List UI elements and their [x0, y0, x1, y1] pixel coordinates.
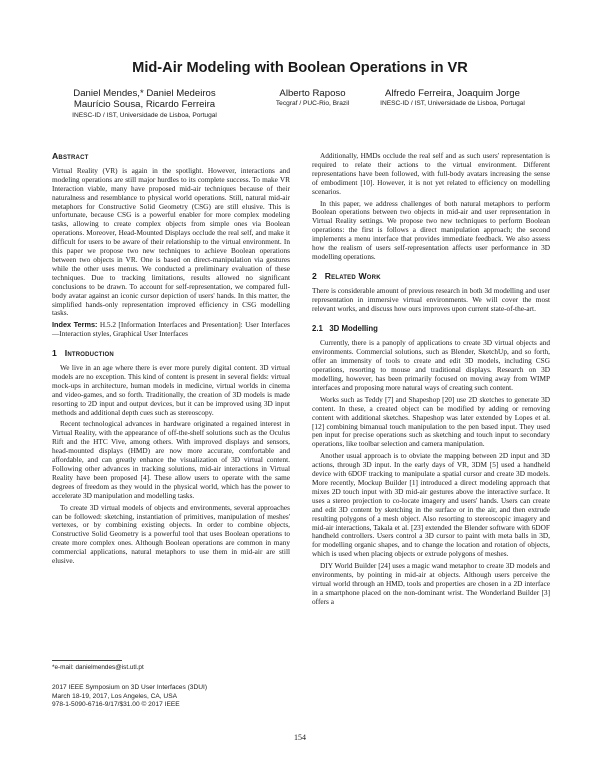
author-block-2	[250, 88, 375, 108]
footnote-rule	[52, 660, 122, 661]
author-names: Alfredo Ferreira, Joaquim Jorge	[385, 88, 520, 99]
modelling-paragraph-1: Currently, there is a panoply of applications to create 3D virtual objects and environments. Commercial solutions, such as Blender, SketchUp, and so forth, offer an immensity of tools to create and edit 3D models, including CSG operations, resorting to mouse and traditional displays. Research on 3D modelling, however, has been primarily focused on moving away from WIMP interfaces and proposing more natural ways of creating such content.	[312, 338, 550, 392]
author-block-1	[52, 88, 237, 120]
related-work-paragraph: There is considerable amount of previous research in both 3d modelling and user representation in immersive virtual environments. We will cover the most relevant works, and discuss how ours improves upon current state-of-the-art.	[312, 285, 550, 313]
intro-paragraph-2: Recent technological advances in hardware originated a regained interest in Virtual Reality, with the appearance of off-the-shelf solutions such as the Oculus Rift and the HTC Vive, among others. With improved displays and sensors, head-mounted displays (HMD) are now more accurate, comfortable and affordable, and can greatly enhance the visualization of 3D virtual content. Following other advances in tracking solutions, mid-air interactions in Virtual Reality have been proposed [4]. These allow users to operate with the same degrees of freedom as they would in the physical world, which has the power to accelerate 3D manipulation and modelling tasks.	[52, 419, 290, 500]
introduction-heading: 1 Introduction	[52, 348, 114, 359]
footnote-email: *e-mail: danielmendes@ist.utl.pt	[52, 664, 144, 671]
conference-info	[52, 684, 207, 710]
conference-line-1: 2017 IEEE Symposium on 3D User Interfaces (3DUI)	[52, 684, 208, 691]
author-names: Alberto Raposo	[279, 88, 346, 99]
right-column	[312, 152, 550, 610]
modelling-subheading: 2.1 3D Modelling	[312, 323, 378, 333]
abstract-heading: Abstract	[52, 151, 89, 161]
index-terms	[52, 321, 290, 339]
page-number: 154	[294, 733, 306, 742]
intro-paragraph-1: We live in an age where there is ever more purely digital content. 3D virtual models are no exception. This kind of content is present in several fields: virtual mock-ups in architecture, human models in medicine, virtual worlds in cinema and video-games, and so forth. Traditionally, the creation of 3D models is made resorting to 2D input and output devices, but it can be improved using 3D input methods and additional depth cues such as stereoscopy.	[52, 363, 290, 417]
modelling-paragraph-3: Another usual approach is to obviate the mapping between 2D input and 3D actions, through 3D input. In the early days of VR, 3DM [5] used a handheld device with 6DOF tracking to manipulate a spatial cursor and create 3D models. More recently, Mockup Builder [1] introduced a direct modeling approach that mixes 2D touch input with 3D mid-air gestures above the interactive surface. It uses a stereo projection to co-locate imagery and users' hands. Users can create and edit 3D content by sketching in the surface or in the air, and then extrude resulting polygons of a mesh object. Also resorting to stereoscopic imagery and mid-air interactions, Takala et al. [23] extended the Blender software with 6DOF handheld controllers. Users control a 3D cursor to paint with meta balls in 3D, for modelling organic shapes, and to change the location and rotation of objects, which is used when placing objects or extrude polygons of meshes.	[312, 451, 550, 559]
left-column	[52, 152, 290, 569]
footnote	[52, 660, 290, 671]
author-names: Daniel Mendes,* Daniel Medeiros	[73, 88, 216, 99]
index-terms-label: Index Terms:	[52, 320, 98, 330]
author-block-3	[360, 88, 545, 108]
right-paragraph-1: Additionally, HMDs occlude the real self and as such users' representation is required to relate their actions to the virtual environment. Different representations have been followed, with full-body avatars increasing the sense of embodiment [10]. However, it is not yet related to efficiency on modelling scenarios.	[312, 151, 550, 196]
index-terms-text: H.5.2 [Information Interfaces and Presentation]: User Interfaces—Interaction styles, Graphical User Interfaces	[52, 320, 290, 339]
intro-paragraph-3: To create 3D virtual models of objects and environments, several approaches can be followed: sketching, instantiation of primitives, manipulation of meshes' vertexes, or by combining existing objects. In order to combine objects, Constructive Solid Geometry is a powerful tool that uses Boolean operations to create more complex ones. Although Boolean operations are common in many commercial applications, natural metaphors to use them in mid-air are still elusive.	[52, 502, 290, 566]
author-names: Maurício Sousa, Ricardo Ferreira	[73, 99, 216, 111]
author-affiliation: INESC-ID / IST, Universidade de Lisboa, Portugal	[72, 111, 217, 119]
author-affiliation: Tecgraf / PUC-Rio, Brazil	[275, 100, 350, 108]
related-work-heading: 2 Related Work	[312, 270, 381, 281]
paper-title: Mid-Air Modeling with Boolean Operations in VR	[132, 60, 468, 76]
abstract-text: Virtual Reality (VR) is again in the spotlight. However, interactions and modeling operations are still major hurdles to its complete success. To make VR Interaction viable, many have proposed mid-air techniques because of their naturalness and resemblance to physical world operations. Still, natural mid-air metaphors for Constructive Solid Geometry (CSG) are still elusive. This is unfortunate, because CSG is a powerful enabler for more complex modeling tasks, allowing to create complex objects from simple ones via Boolean operations. Moreover, Head-Mounted Displays occlude the real self, and make it difficult for users to be aware of their relationship to the virtual environment. In this paper we propose two new techniques to achieve Boolean operations between two objects in VR. One is based on direct-manipulation via gestures while the other uses menus. We conducted a preliminary evaluation of these techniques. Due to tracking limitations, results allowed no significant conclusions to be drawn. To account for self-representation, we compared full-body avatar against an iconic cursor depiction of users' hands. In this matter, the simplified hands-only representation improved efficiency in CSG modelling tasks.	[52, 165, 290, 318]
author-affiliation: INESC-ID / IST, Universidade de Lisboa, Portugal	[380, 100, 525, 108]
conference-line-3: 978-1-5090-6716-9/17/$31.00 © 2017 IEEE	[52, 701, 180, 709]
modelling-paragraph-4: DIY World Builder [24] uses a magic wand metaphor to create 3D models and environments, by pointing in mid-air at objects. Although users perceive the virtual world through an HMD, tools and properties are chosen in a 2D interface in a smartphone placed on the non-dominant wrist. The Wonderland Builder [3] offers a	[312, 561, 550, 606]
conference-line-2: March 18-19, 2017, Los Angeles, CA, USA	[52, 692, 177, 700]
modelling-paragraph-2: Works such as Teddy [7] and Shapeshop [20] use 2D sketches to generate 3D content. In these, a created object can be modified by adding or removing content with additional sketches. Shapeshop was later extended by Lopes et al. [12] combining bimanual touch manipulation to the pen based input. They used pen input for precise operations such as sketching and touch input to secondary operations, like toolbar selection and camera manipulation.	[312, 394, 550, 449]
right-paragraph-2: In this paper, we address challenges of both natural metaphors to perform Boolean operations between two objects in mid-air and user representation in Virtual Reality settings. We propose two new techniques to perform Boolean operations: the first is follows a direct manipulation approach; the second implements a menu interface that provides immediate feedback. We also assess how the realism of users self-representation affects user performance in 3D modelling operations.	[312, 198, 550, 261]
